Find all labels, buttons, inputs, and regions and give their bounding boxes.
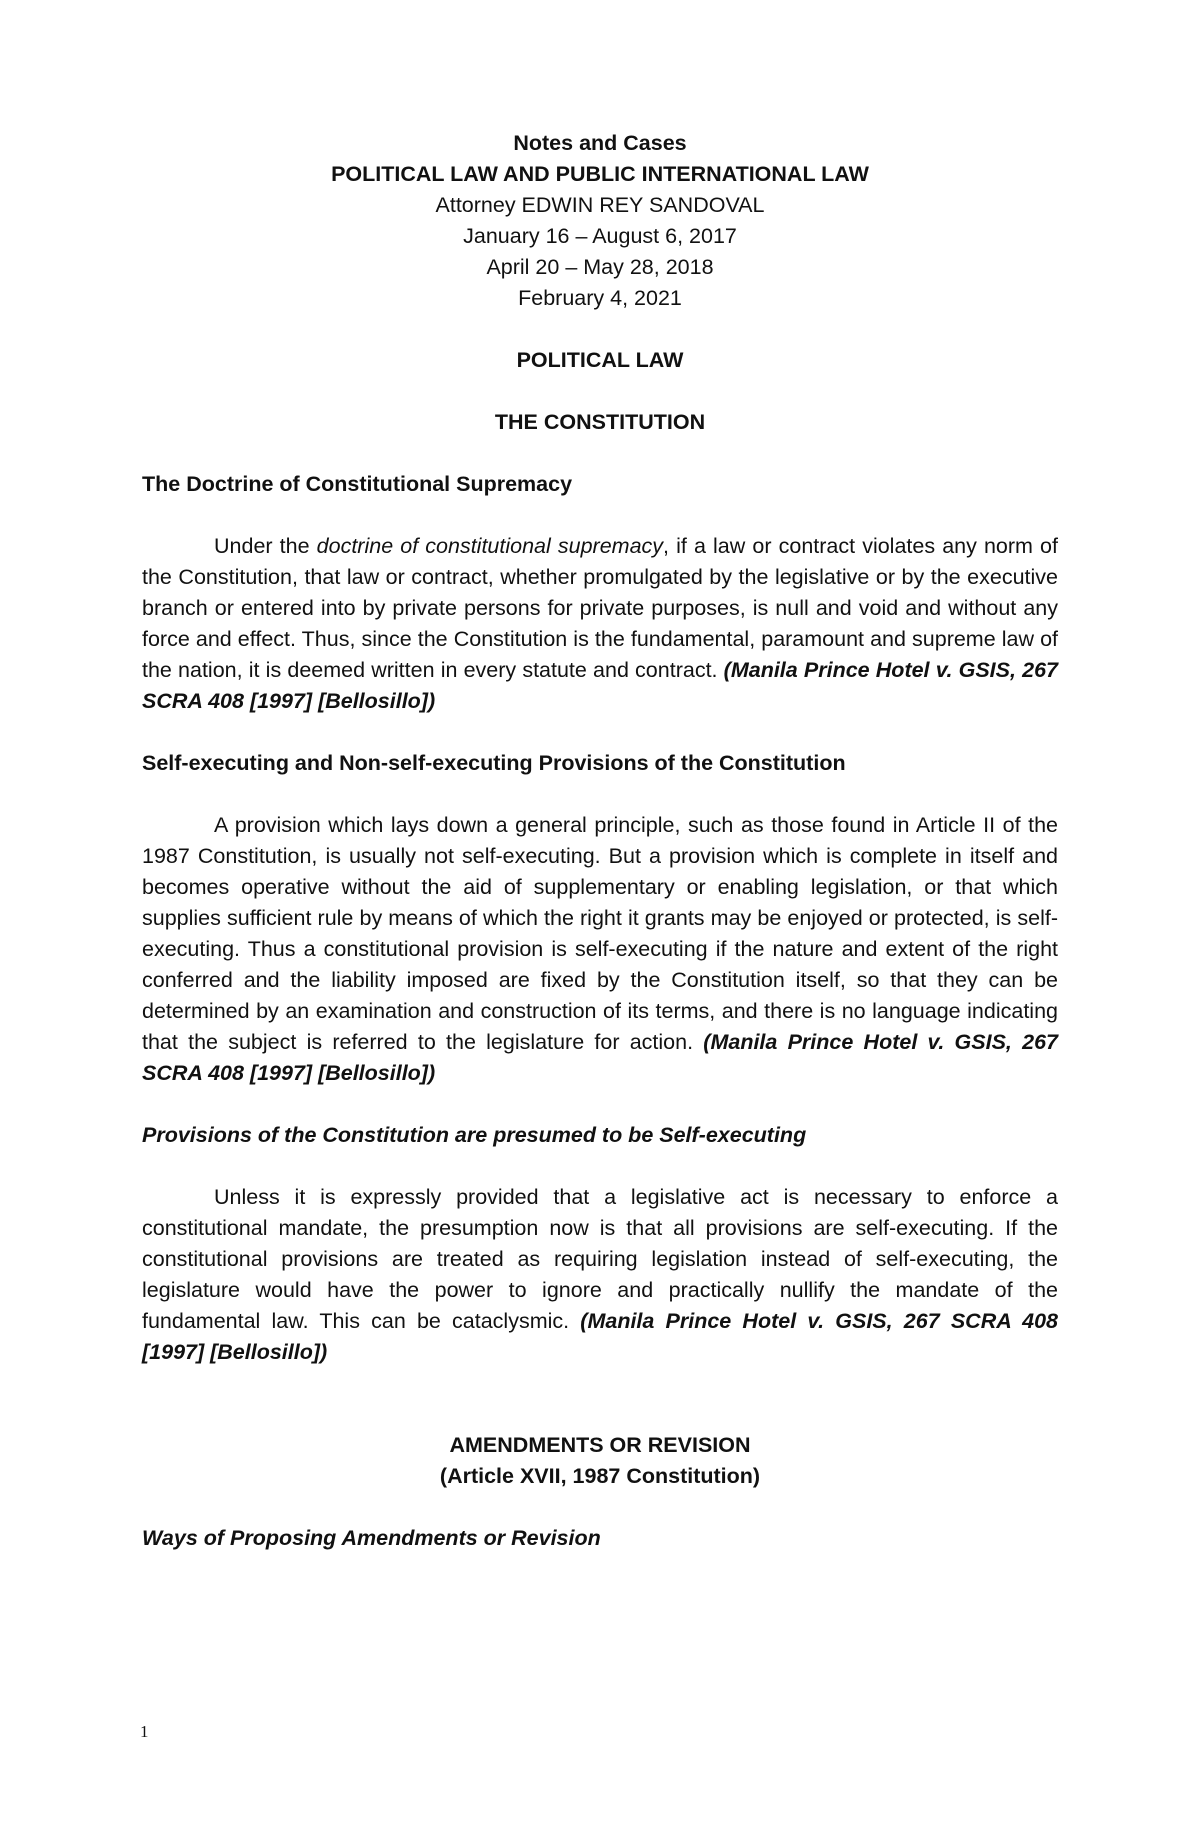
case-citation: (Manila Prince Hotel v. GSIS, 267 SCRA 408 [1997] [Bellosillo]): [142, 1309, 1058, 1364]
paragraph-self-executing: [142, 810, 1058, 1089]
header-date-3: February 4, 2021: [518, 286, 682, 310]
doctrine-term: doctrine of constitutional supremacy: [316, 534, 664, 558]
para-body-text: , if a law or contract violates any norm of the Constitution, that law or contract, whether promulgated by the legislative or by the executive branch or entered into by private persons for private purposes, is null and void and without any force and effect. Thus, since the Constitution is the fundamental, paramount and supreme law of the nation, it is deemed written in every statute and contract.: [142, 534, 1058, 682]
header-date-1: January 16 – August 6, 2017: [463, 224, 737, 248]
heading-presumed-self-executing: Provisions of the Constitution are presumed to be Self-executing: [142, 1123, 807, 1147]
header-date-2: April 20 – May 28, 2018: [486, 255, 714, 279]
page-content: [142, 128, 1058, 1554]
title-political-law: POLITICAL LAW: [516, 348, 684, 372]
heading-self-executing-provisions: Self-executing and Non-self-executing Provisions of the Constitution: [142, 751, 846, 775]
para-body-text: A provision which lays down a general principle, such as those found in Article II of the 1987 Constitution, is usually not self-executing. But a provision which is complete in itself and becomes operative without the aid of supplementary or enabling legislation, or that which supplies sufficient rule by means of which the right it grants may be enjoyed or protected, is self-executing. Thus a constitutional provision is self-executing if the nature and extent of the right conferred and the liability imposed are fixed by the Constitution itself, so that they can be determined by an examination and construction of its terms, and there is no language indicating that the subject is referred to the legislature for action.: [142, 813, 1058, 1054]
heading-ways-of-proposing: Ways of Proposing Amendments or Revision: [142, 1526, 601, 1550]
header-author: Attorney EDWIN REY SANDOVAL: [435, 193, 765, 217]
page-number: 1: [140, 1722, 149, 1741]
header-notes-and-cases: Notes and Cases: [513, 131, 687, 155]
case-citation: (Manila Prince Hotel v. GSIS, 267 SCRA 408 [1997] [Bellosillo]): [142, 658, 1058, 713]
case-citation: (Manila Prince Hotel v. GSIS, 267 SCRA 408 [1997] [Bellosillo]): [142, 1030, 1058, 1085]
para-lead-text: Under the: [214, 534, 317, 558]
heading-constitutional-supremacy: The Doctrine of Constitutional Supremacy: [142, 472, 573, 496]
paragraph-presumed-self-executing: [142, 1182, 1058, 1368]
title-the-constitution: THE CONSTITUTION: [494, 410, 706, 434]
para-body-text: Unless it is expressly provided that a legislative act is necessary to enforce a constitutional mandate, the presumption now is that all provisions are self-executing. If the constitutional provisions are treated as requiring legislation instead of self-executing, the legislature would have the power to ignore and practically nullify the mandate of the fundamental law. This can be cataclysmic.: [142, 1185, 1058, 1333]
paragraph-constitutional-supremacy: [142, 531, 1058, 717]
header-subject: POLITICAL LAW AND PUBLIC INTERNATIONAL LAW: [331, 162, 869, 186]
subtitle-article-xvii: (Article XVII, 1987 Constitution): [439, 1464, 761, 1488]
document-header: [142, 128, 1058, 314]
title-amendments-or-revision: AMENDMENTS OR REVISION: [449, 1433, 751, 1457]
